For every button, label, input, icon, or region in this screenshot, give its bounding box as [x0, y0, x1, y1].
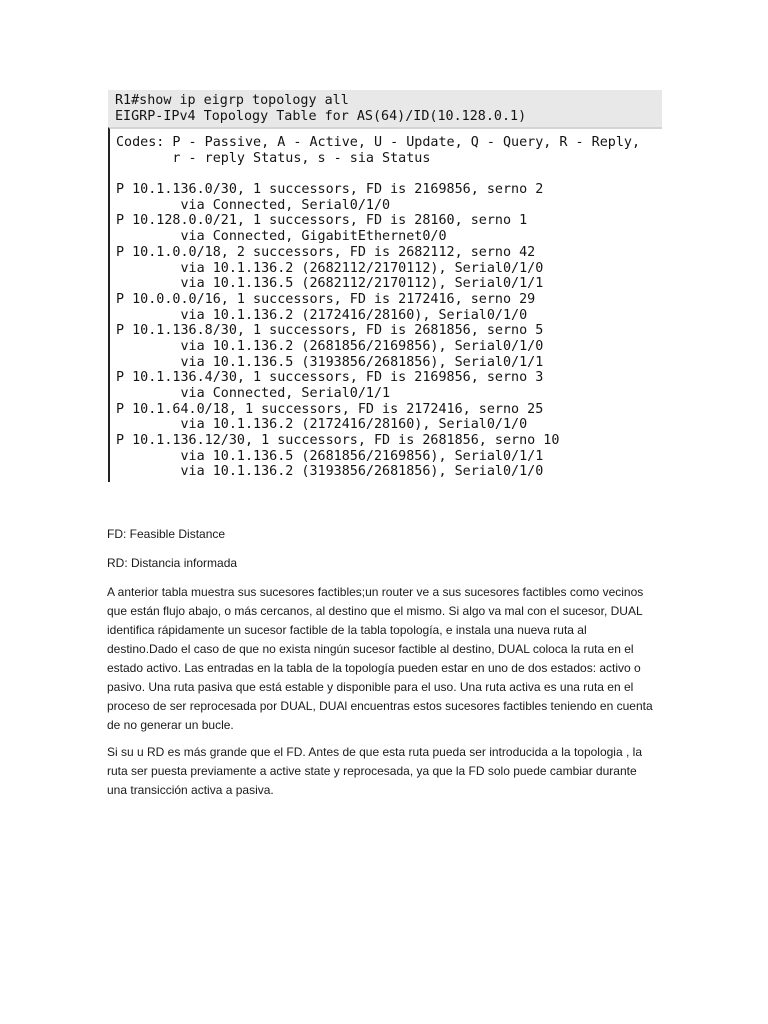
terminal-line: P 10.1.136.12/30, 1 successors, FD is 2681856, serno 10 — [116, 433, 560, 449]
terminal-output — [108, 127, 662, 482]
terminal-command-line: R1#show ip eigrp topology all — [115, 93, 349, 108]
terminal-line: P 10.0.0.0/16, 1 successors, FD is 2172416, serno 29 — [116, 291, 536, 307]
terminal-line: P 10.1.136.4/30, 1 successors, FD is 2169856, serno 3 — [116, 370, 544, 386]
rd-definition: RD: Distancia informada — [107, 556, 238, 570]
terminal-line: via 10.1.136.5 (3193856/2681856), Serial0/1/1 — [116, 354, 544, 370]
explanation-paragraph: A anterior tabla muestra sus sucesores factibles;un router ve a sus sucesores factibles como vecinos que están flujo abajo, o más cercanos, al destino que el mismo. Si algo va mal con el sucesor, DUAL identifica rápidamente un sucesor factible de la tabla topología, e instala una nueva ruta al destino.Dado el caso de que no exista ningún sucesor factible al destino, DUAL coloca la ruta en el estado activo. Las entradas en la tabla de la topología pueden estar en uno de dos estados: activo o pasivo. Una ruta pasiva que está estable y disponible para el uso. Una ruta activa es una ruta en el proceso de ser reprocesada por DUAL, DUAl encuentras estos sucesores factibles teniendo en cuenta de no generar un bucle. — [107, 585, 653, 732]
terminal-line: via 10.1.136.2 (2172416/28160), Serial0/1/0 — [116, 307, 528, 323]
terminal-line: via 10.1.136.2 (2172416/28160), Serial0/1/0 — [116, 417, 528, 433]
terminal-line: Codes: P - Passive, A - Active, U - Update, Q - Query, R - Reply, — [116, 135, 641, 150]
terminal-line: via 10.1.136.2 (2682112/2170112), Serial0/1/0 — [116, 260, 544, 276]
terminal-line: r - reply Status, s - sia Status — [116, 150, 431, 166]
terminal-line: via 10.1.136.2 (2681856/2169856), Serial0/1/0 — [116, 338, 544, 354]
terminal-line: via Connected, Serial0/1/0 — [116, 197, 391, 213]
fd-definition: FD: Feasible Distance — [107, 527, 226, 541]
terminal-line: via Connected, Serial0/1/1 — [116, 386, 391, 401]
terminal-line: P 10.1.64.0/18, 1 successors, FD is 2172416, serno 25 — [116, 401, 544, 417]
terminal-table-title: EIGRP-IPv4 Topology Table for AS(64)/ID(10.128.0.1) — [115, 108, 527, 124]
terminal-line: P 10.1.0.0/18, 2 successors, FD is 2682112, serno 42 — [116, 244, 536, 260]
terminal-line: via 10.1.136.5 (2682112/2170112), Serial0/1/1 — [116, 276, 544, 292]
terminal-screenshot — [108, 90, 662, 486]
terminal-command-header — [108, 90, 662, 127]
terminal-line: via 10.1.136.2 (3193856/2681856), Serial0/1/0 — [116, 464, 544, 480]
terminal-line: via 10.1.136.5 (2681856/2169856), Serial0/1/1 — [116, 448, 544, 464]
terminal-line: P 10.128.0.0/21, 1 successors, FD is 28160, serno 1 — [116, 213, 528, 229]
terminal-line: P 10.1.136.0/30, 1 successors, FD is 2169856, serno 2 — [116, 182, 544, 198]
terminal-line: via Connected, GigabitEthernet0/0 — [116, 229, 447, 245]
terminal-line — [116, 166, 662, 182]
rd-fd-paragraph: Si su u RD es más grande que el FD. Antes de que esta ruta pueda ser introducida a la topologia , la ruta ser puesta previamente a active state y reprocesada, ya que la FD solo puede cambiar durante una transicción activa a pasiva. — [107, 745, 642, 797]
terminal-line: P 10.1.136.8/30, 1 successors, FD is 2681856, serno 5 — [116, 323, 544, 339]
